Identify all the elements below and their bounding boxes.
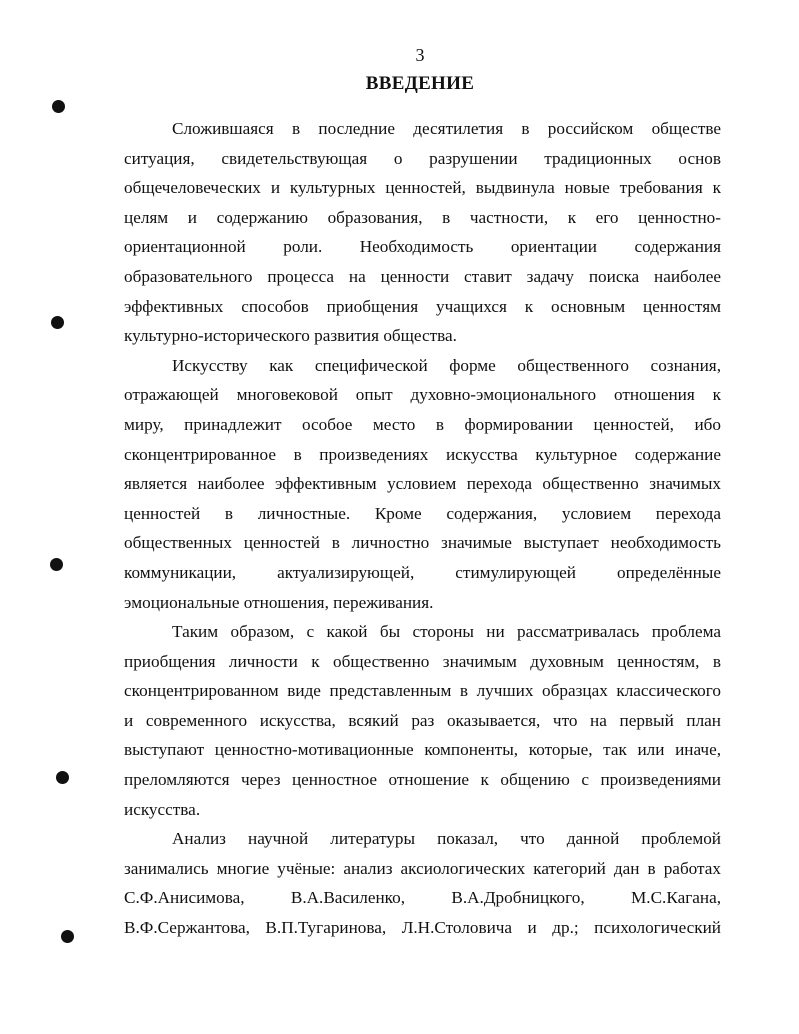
- text-line: С.Ф.Анисимова, В.А.Василенко, В.А.Дробницкого, М.С.Кагана,: [124, 888, 721, 908]
- page-number: 3: [415, 45, 425, 65]
- text-line: отражающей многовековой опыт духовно-эмоционального отношения к: [124, 385, 721, 405]
- text-line: и современного искусства, всякий раз оказывается, что на первый план: [124, 710, 721, 730]
- text-line: коммуникации, актуализирующей, стимулирующей определённые: [124, 562, 721, 582]
- page-title: ВВЕДЕНИЕ: [365, 73, 475, 94]
- text-line: Искусству как специфической форме общественного сознания,: [172, 355, 721, 375]
- text-line: сконцентрированном виде представленным в лучших образцах классического: [124, 681, 721, 701]
- binding-hole: [56, 771, 69, 784]
- text-line: общественных ценностей в личностно значимые выступает необходимость: [124, 533, 721, 553]
- text-line: Таким образом, с какой бы стороны ни рассматривалась проблема: [172, 622, 721, 642]
- text-line: Анализ научной литературы показал, что данной проблемой: [172, 829, 721, 849]
- text-line: общечеловеческих и культурных ценностей, выдвинула новые требования к: [124, 178, 721, 198]
- text-line: сконцентрированное в произведениях искусства культурное содержание: [124, 444, 721, 464]
- text-line: ориентационной роли. Необходимость ориентации содержания: [124, 237, 721, 257]
- text-line: искусства.: [124, 799, 201, 819]
- text-line: культурно-исторического развития общества.: [124, 326, 457, 346]
- text-line: ценностей в личностные. Кроме содержания, условием перехода: [124, 503, 721, 523]
- text-line: ситуация, свидетельствующая о разрушении традиционных основ: [124, 148, 721, 168]
- text-line: занимались многие учёные: анализ аксиологических категорий дан в работах: [124, 858, 721, 878]
- text-line: приобщения личности к общественно значимым духовным ценностям, в: [124, 651, 721, 671]
- binding-hole: [51, 316, 64, 329]
- text-line: Сложившаяся в последние десятилетия в российском обществе: [172, 119, 721, 138]
- text-line: В.Ф.Сержантова, В.П.Тугаринова, Л.Н.Столовича и др.; психологический: [124, 918, 721, 938]
- binding-hole: [50, 558, 63, 571]
- text-line: преломляются через ценностное отношение к общению с произведениями: [124, 770, 721, 790]
- text-line: выступают ценностно-мотивационные компоненты, которые, так или иначе,: [124, 740, 721, 760]
- text-line: целям и содержанию образования, в частности, к его ценностно-: [124, 207, 721, 227]
- text-line: является наиболее эффективным условием перехода общественно значимых: [124, 474, 721, 494]
- binding-hole: [52, 100, 65, 113]
- text-line: образовательного процесса на ценности ставит задачу поиска наиболее: [124, 266, 721, 286]
- text-line: эмоциональные отношения, переживания.: [124, 592, 434, 612]
- text-line: миру, принадлежит особое место в формировании ценностей, ибо: [124, 414, 721, 434]
- body-text: [124, 114, 721, 943]
- binding-hole: [61, 930, 74, 943]
- text-line: эффективных способов приобщения учащихся к основным ценностям: [124, 296, 721, 316]
